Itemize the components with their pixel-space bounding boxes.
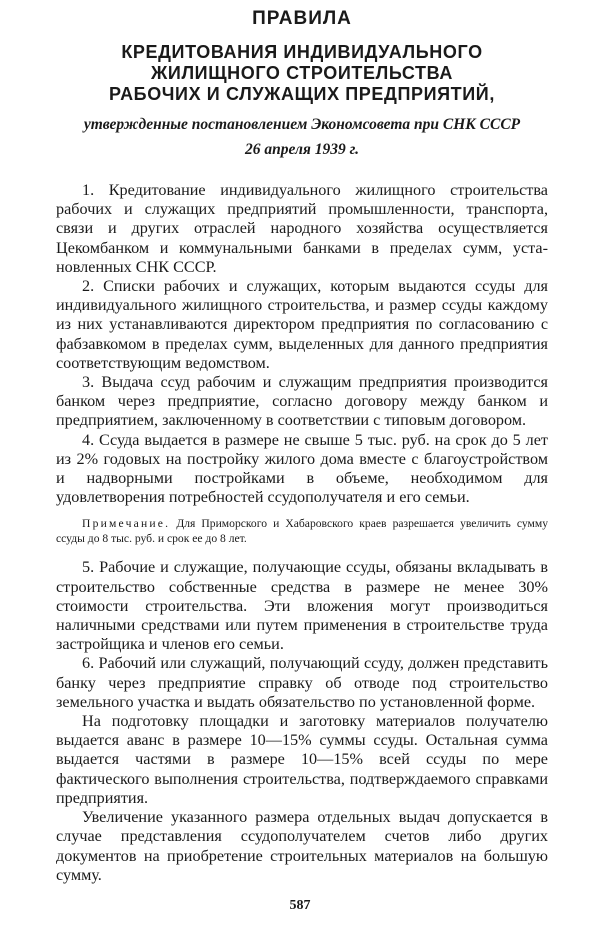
approval-line: утвержденные постановлением Экономсовета при СНК СССР <box>83 116 521 133</box>
approval-date: 26 апреля 1939 г. <box>244 141 360 158</box>
paragraph-increase: Увеличение указанного размера отдельных выдач допускается в случае представления ссудополучателем счетов либо других документов на приобретение строительных материалов на большую сумму. <box>56 808 548 884</box>
paragraph-1: 1. Кредитование индивидуального жилищного строительства рабочих и служащих предприятий промышленности, транспорта, связи и других отраслей народного хозяйства осуществляется Цекомбанком и коммунальными банками в пределах сумм, установленных СНК СССР. <box>56 181 548 276</box>
note-text: Для Приморского и Хабаровского краев разрешается увеличить сумму ссуды до 8 тыс. руб. и срок ее до 8 лет. <box>56 517 548 546</box>
subtitle-line: ЖИЛИЩНОГО СТРОИТЕЛЬСТВА <box>151 63 453 83</box>
subtitle-line: КРЕДИТОВАНИЯ ИНДИВИДУАЛЬНОГО <box>121 42 483 62</box>
paragraph-3: 3. Выдача ссуд рабочим и служащим предприятия производится банком через предприятие, согласно договору между банком и предприятием, заключенному в соответствии с типовым договором. <box>56 373 548 430</box>
note-label: Примечание. <box>82 517 171 531</box>
paragraph-6: 6. Рабочий или служащий, получающий ссуду, должен представить банку через предприятие справку об отводе под строительство земельного участка и выдать обязательство по установленной форме. <box>56 654 548 711</box>
document-body <box>56 181 548 885</box>
paragraph-4: 4. Ссуда выдается в размере не свыше 5 тыс. руб. на срок до 5 лет из 2% годовых на постройку жилого дома вместе с благоустройством и надворными постройками в объеме, необходимом для удовлетворения потребностей ссудополучателя и его семьи. <box>56 430 548 507</box>
document-subtitle <box>56 42 548 105</box>
document-title: ПРАВИЛА <box>252 8 352 29</box>
paragraph-advance: На подготовку площадки и заготовку материалов получателю выдается аванс в размере 10—15% суммы ссуды. Остальная сумма выдается частями в размере 10—15% всей ссуды по мере фактического выполнения строительства, подтверждаемого справками предприятия. <box>56 712 548 807</box>
subtitle-line: РАБОЧИХ И СЛУЖАЩИХ ПРЕДПРИЯТИЙ, <box>109 84 495 104</box>
page-number: 587 <box>289 898 311 913</box>
paragraph-2: 2. Списки рабочих и служащих, которым выдаются ссуды для индивидуального жилищного строительства, и размер ссуды каждому из них устанавливаются директором предприятия по согласованию с фабзавкомом в пределах сумм, выделенных для данного предприятия соответствующим ведомством. <box>56 277 548 372</box>
paragraph-5: 5. Рабочие и служащие, получающие ссуды, обязаны вкладывать в строительство собственные средства в размере не менее 30% стоимости строительства. Эти вложения могут производиться наличными средствами или путем применения в строительстве труда застройщика и членов его семьи. <box>56 558 548 654</box>
footnote-remark <box>56 516 548 546</box>
